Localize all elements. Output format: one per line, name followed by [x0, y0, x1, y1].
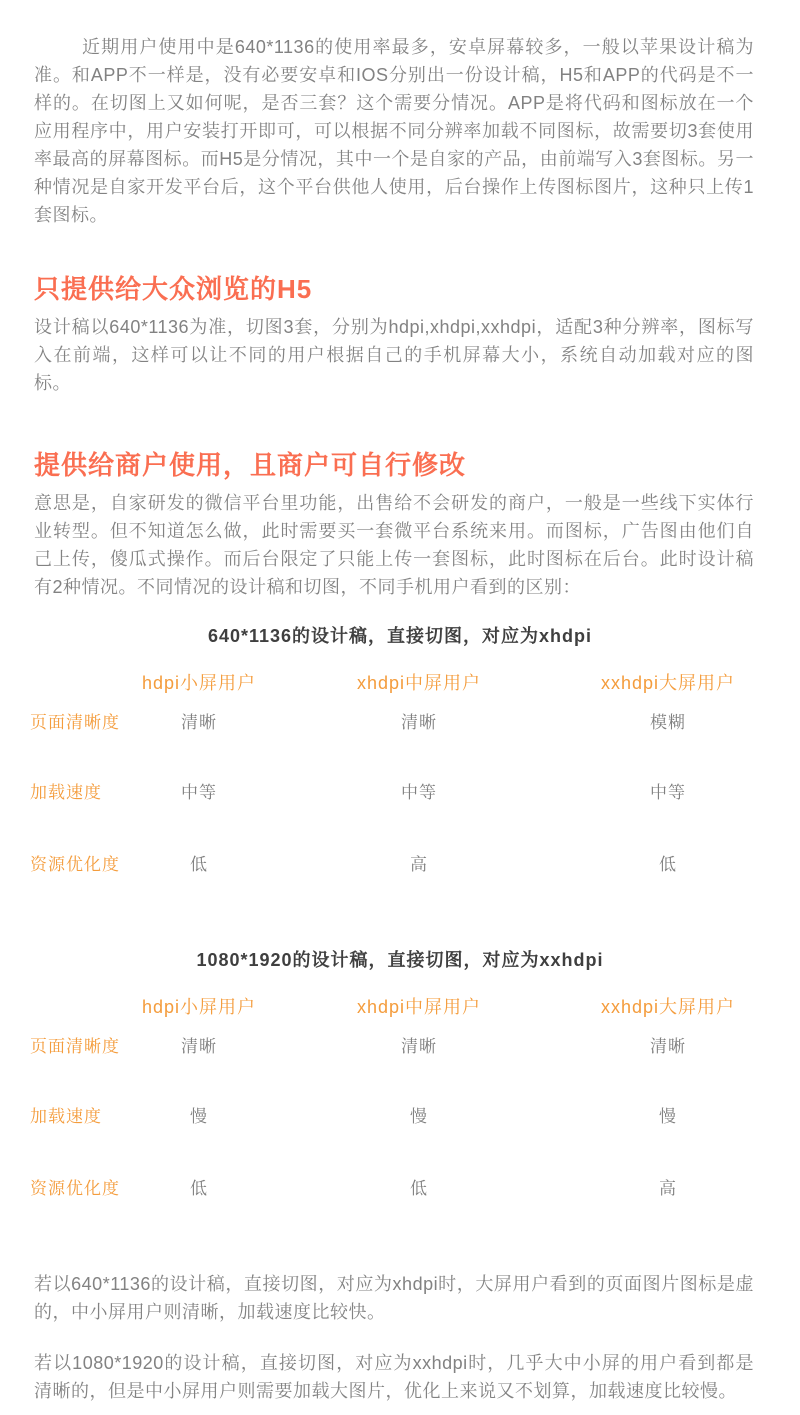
cell-value: 清晰 — [650, 1037, 686, 1056]
intro-paragraph: 近期用户使用中是640*1136的使用率最多，安卓屏幕较多，一般以苹果设计稿为准。和APP不一样是，没有必要安卓和IOS分别出一份设计稿，H5和APP的代码是不一样的。在切图上又如何呢，是否三套？这个需要分情况。APP是将代码和图标放在一个应用程序中，用户安装打开即可，可以根据不同分辨率加载不同图标，故需要切3套使用率最高的屏幕图标。而H5是分情况，其中一个是自家的产品，由前端写入3套图标。另一种情况是自家开发平台后，这个平台供他人使用，后台操作上传图标图片，这种只上传1套图标。 — [34, 37, 754, 225]
table-row-resource-optimization — [0, 855, 800, 875]
table-row-resource-optimization — [0, 1179, 800, 1199]
table-title: 640*1136的设计稿，直接切图，对应为xhdpi — [207, 626, 593, 646]
table-row-load-speed — [0, 783, 800, 803]
cell-value: 高 — [410, 855, 428, 874]
cell-value: 清晰 — [181, 1037, 217, 1056]
table-row-load-speed — [0, 1107, 800, 1127]
row-label: 资源优化度 — [30, 855, 120, 874]
table-title: 1080*1920的设计稿，直接切图，对应为xxhdpi — [196, 950, 604, 970]
cell-value: 低 — [190, 1179, 208, 1198]
cell-value: 低 — [659, 855, 677, 874]
cell-value: 慢 — [659, 1107, 677, 1126]
conclusion-paragraph-1080: 若以1080*1920的设计稿，直接切图，对应为xxhdpi时，几乎大中小屏的用户看到都是清晰的，但是中小屏用户则需要加载大图片，优化上来说又不划算，加载速度比较慢。 — [34, 1353, 754, 1401]
cell-value: 高 — [659, 1179, 677, 1198]
cell-value: 低 — [190, 855, 208, 874]
conclusion-paragraph-640: 若以640*1136的设计稿，直接切图，对应为xhdpi时，大屏用户看到的页面图片图标是虚的，中小屏用户则清晰，加载速度比较快。 — [34, 1274, 754, 1322]
cell-value: 清晰 — [401, 713, 437, 732]
cell-value: 中等 — [181, 783, 217, 802]
cell-value: 模糊 — [650, 713, 686, 732]
column-header-hdpi: hdpi小屏用户 — [141, 673, 257, 693]
column-header-xhdpi: xhdpi中屏用户 — [356, 997, 482, 1017]
cell-value: 低 — [410, 1179, 428, 1198]
table-row-page-clarity — [0, 1037, 800, 1057]
table-640-1136 — [0, 623, 800, 875]
table-header-row — [0, 997, 800, 1017]
column-header-hdpi: hdpi小屏用户 — [141, 997, 257, 1017]
cell-value: 清晰 — [401, 1037, 437, 1056]
section-heading-merchant: 提供给商户使用，且商户可自行修改 — [34, 450, 467, 480]
table-row-page-clarity — [0, 713, 800, 733]
cell-value: 清晰 — [181, 713, 217, 732]
row-label: 加载速度 — [30, 1107, 102, 1126]
section-heading-h5-public: 只提供给大众浏览的H5 — [34, 274, 313, 304]
row-label: 页面清晰度 — [30, 1037, 120, 1056]
section-body-merchant: 意思是，自家研发的微信平台里功能，出售给不会研发的商户，一般是一些线下实体行业转型。但不知道怎么做，此时需要买一套微平台系统来用。而图标，广告图由他们自己上传，傻瓜式操作。而后台限定了只能上传一套图标，此时图标在后台。此时设计稿有2种情况。不同情况的设计稿和切图，不同手机用户看到的区别： — [34, 493, 754, 597]
column-header-xxhdpi: xxhdpi大屏用户 — [600, 673, 736, 693]
section-body-h5-public: 设计稿以640*1136为准，切图3套，分别为hdpi,xhdpi,xxhdpi，适配3种分辨率，图标写入在前端，这样可以让不同的用户根据自己的手机屏幕大小，系统自动加载对应的图标。 — [34, 317, 754, 393]
cell-value: 慢 — [410, 1107, 428, 1126]
column-header-xxhdpi: xxhdpi大屏用户 — [600, 997, 736, 1017]
cell-value: 慢 — [190, 1107, 208, 1126]
column-header-xhdpi: xhdpi中屏用户 — [356, 673, 482, 693]
table-1080-1920 — [0, 947, 800, 1199]
row-label: 加载速度 — [30, 783, 102, 802]
cell-value: 中等 — [401, 783, 437, 802]
cell-value: 中等 — [650, 783, 686, 802]
row-label: 页面清晰度 — [30, 713, 120, 732]
row-label: 资源优化度 — [30, 1179, 120, 1198]
table-header-row — [0, 673, 800, 693]
